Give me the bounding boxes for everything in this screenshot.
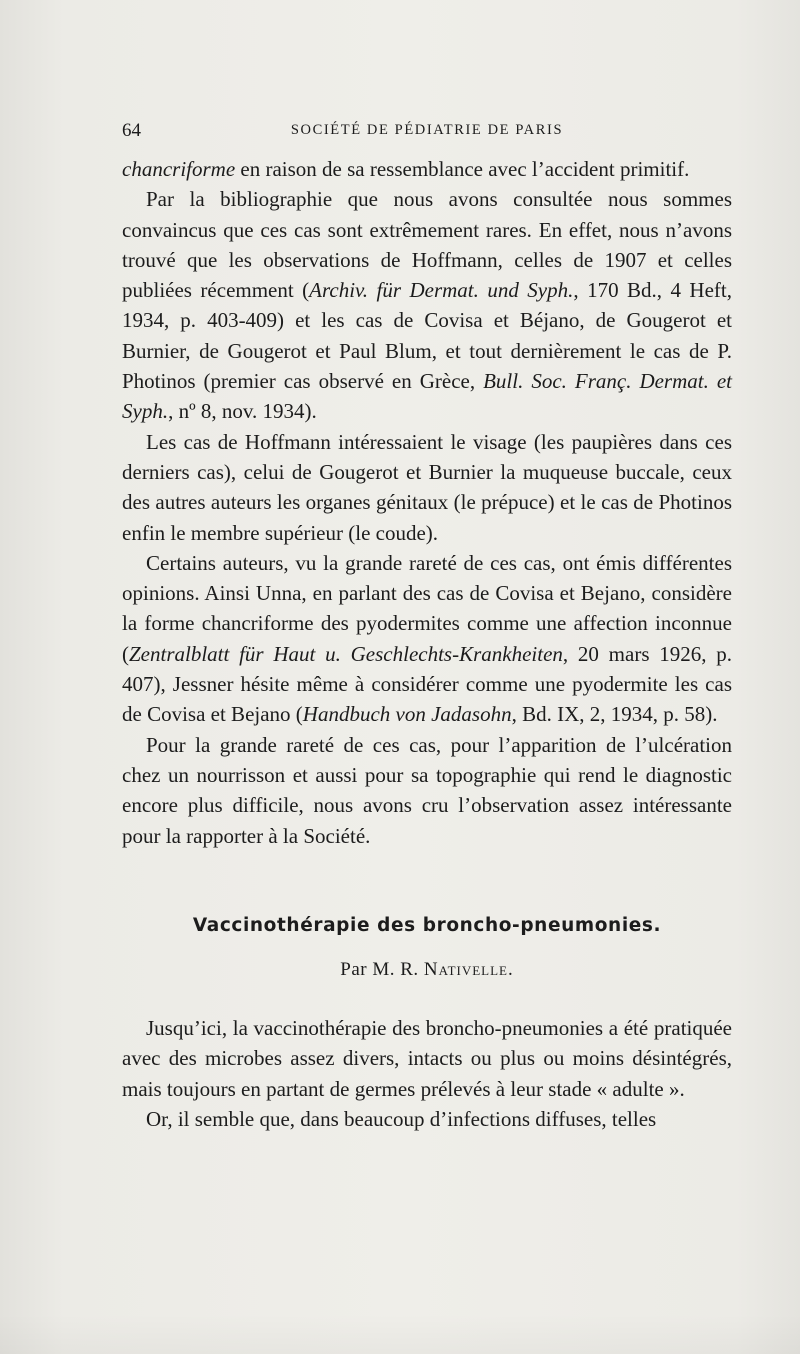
paragraph-text: en raison de sa ressemblance avec l’accident primitif.: [235, 157, 690, 181]
paragraph-text: , nº 8, nov. 1934).: [168, 399, 317, 424]
paragraph: Or, il semble que, dans beaucoup d’infections diffuses, telles: [146, 1106, 657, 1131]
citation-italic: Bull. Soc. Franç. Dermat. et Syph.: [122, 369, 732, 424]
paragraph-text: , 170 Bd., 4 Heft, 1934, p. 403-409) et les cas de Covisa et Béjano, de Gougerot et Burnier, de Gougerot et Paul Blum, et tout dernièrement le cas de P. Photinos (premier cas observé en Grèce,: [122, 278, 732, 394]
paragraph: [122, 154, 732, 184]
citation-italic: Zentralblatt für Haut u. Geschlechts-Krankheiten: [129, 641, 563, 666]
citation-italic: Archiv. für Dermat. und Syph.: [309, 278, 574, 303]
byline-prefix: Par M. R.: [340, 959, 424, 980]
author-name: Nativelle.: [423, 959, 514, 980]
paragraph: Les cas de Hoffmann intéressaient le visage (les paupières dans ces derniers cas), celui de Gougerot et Burnier la muqueuse buccale, ceux des autres auteurs les organes génitaux (le prépuce) et le cas de Photinos enfin le membre supérieur (le coude).: [122, 429, 732, 545]
italic-term: chancriforme: [122, 157, 236, 181]
paragraph-text: Par la bibliographie que nous avons consultée nous sommes convaincus que ces cas sont extrêmement rares. En effet, nous n’avons trouvé que les observations de Hoffmann, celles de 1907 et celles publiées récemment (: [122, 187, 732, 303]
author-byline: [122, 959, 732, 981]
paragraph: [122, 548, 732, 730]
citation-italic: Handbuch von Jadasohn: [302, 702, 512, 727]
paragraph-text: , Bd. IX, 2, 1934, p. 58).: [511, 702, 718, 727]
running-title: SOCIÉTÉ DE PÉDIATRIE DE PARIS: [290, 122, 564, 138]
article-heading: [122, 915, 732, 981]
paragraph: [122, 184, 732, 426]
article-body: [122, 1013, 732, 1134]
paragraph-text: Certains auteurs, vu la grande rareté de ces cas, ont émis différentes opinions. Ainsi Unna, en parlant des cas de Covisa et Bejano, considère la forme chancriforme des pyodermites comme une affection inconnue (: [122, 550, 732, 666]
paragraph-text: , 20 mars 1926, p. 407), Jessner hésite même à considérer comme une pyodermite les cas de Covisa et Bejano (: [122, 641, 733, 727]
paragraph: Pour la grande rareté de ces cas, pour l’apparition de l’ulcération chez un nourrisson et aussi pour sa topographie qui rend le diagnostic encore plus difficile, nous avons cru l’observation assez intéressante pour la rapporter à la Société.: [122, 732, 732, 848]
page-shadow: [0, 1314, 800, 1354]
page-header: [122, 120, 732, 146]
article-title: Vaccinothérapie des broncho-pneumonies.: [192, 915, 662, 936]
paragraph: Jusqu’ici, la vaccinothérapie des broncho-pneumonies a été pratiquée avec des microbes assez divers, intacts ou plus ou moins désintégrés, mais toujours en partant de germes prélevés à leur stade « adulte ».: [122, 1016, 732, 1101]
previous-article-conclusion: [122, 154, 732, 851]
page-number: 64: [122, 120, 141, 141]
